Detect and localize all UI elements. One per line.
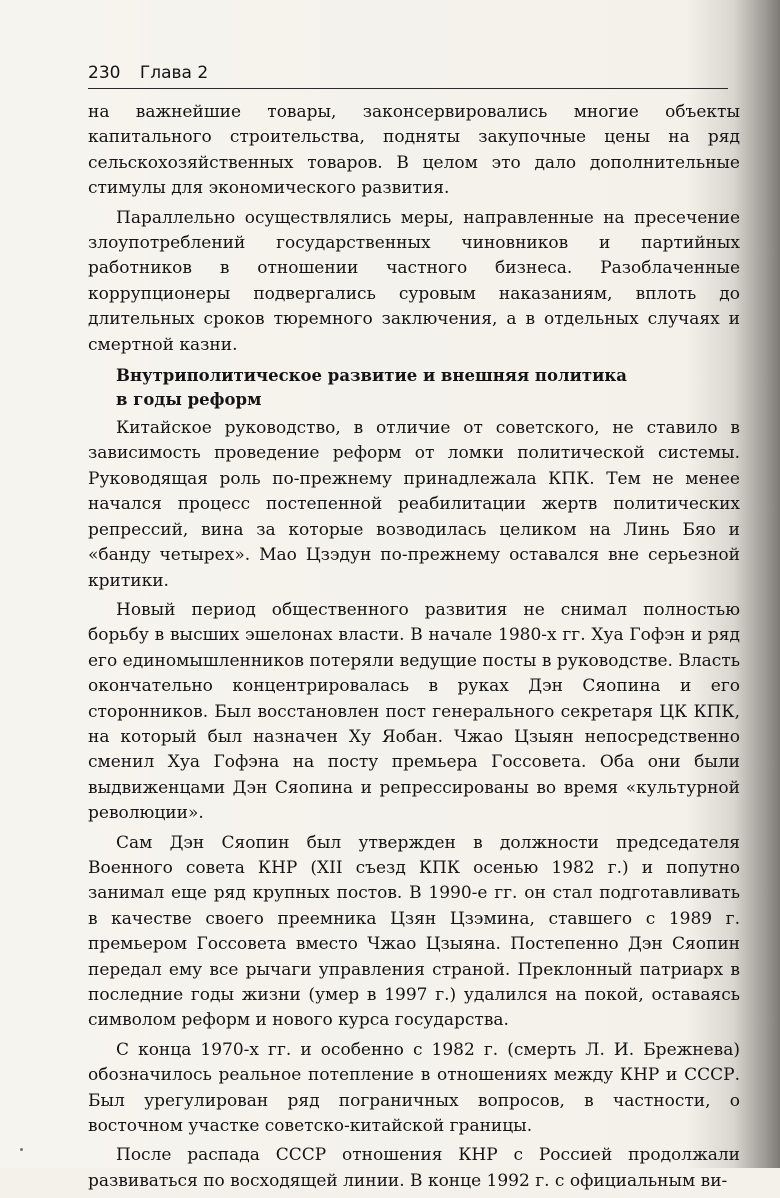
paragraph: С конца 1970-х гг. и особенно с 1982 г. (смерть Л. И. Брежнева) обозначилось реальное потепление в отношениях между КНР и СССР. Был урегулирован ряд пограничных вопросов, в частности, о восточном участке советско-китайской границы. xyxy=(88,1039,740,1137)
chapter-title: Глава 2 xyxy=(139,63,209,83)
paragraph: на важнейшие товары, законсервировались многие объекты капитального строительства, подняты закупочные цены на ряд сельскохозяйственных товаров. В целом это дало дополнительные стимулы для экономического развития. xyxy=(88,102,740,199)
running-header xyxy=(88,60,728,89)
paragraph: Параллельно осуществлялись меры, направленные на пресечение злоупотреблений государственных чиновников и партийных работников в отношении частного бизнеса. Разоблаченные коррупционеры подвергались суровым наказаниям, вплоть до длительных сроков тюремного заключения, а в отдельных случаях и смертной казни. xyxy=(88,207,740,355)
section-heading: Внутриполитическое развитие и внешняя политика в годы реформ xyxy=(116,366,627,410)
page-body xyxy=(88,100,740,1198)
paragraph: Китайское руководство, в отличие от советского, не ставило в зависимость проведение реформ от ломки политической системы. Руководящая роль по-прежнему принадлежала КПК. Тем не менее начался процесс постепенной реабилитации жертв политических репрессий, вина за которые возводилась целиком на Линь Бяо и «банду четырех». Мао Цзэдун по-прежнему оставался вне серьезной критики. xyxy=(88,418,740,591)
scan-speck xyxy=(20,1148,23,1151)
paragraph: После распада СССР отношения КНР с Россией продолжали развиваться по восходящей линии. В конце 1992 г. с официальным ви- xyxy=(88,1145,740,1191)
page-number: 230 xyxy=(88,63,121,83)
paragraph: Новый период общественного развития не снимал полностью борьбу в высших эшелонах власти. В начале 1980-х гг. Хуа Гофэн и ряд его единомышленников потеряли ведущие посты в руководстве. Власть окончательно концентрировалась в руках Дэн Сяопина и его сторонников. Был восстановлен пост генерального секретаря ЦК КПК, на который был назначен Ху Яобан. Чжао Цзыян непосредственно сменил Хуа Гофэна на посту премьера Госсовета. Оба они были выдвиженцами Дэн Сяопина и репрессированы во время «культурной революции». xyxy=(88,599,740,824)
paragraph: Сам Дэн Сяопин был утвержден в должности председателя Военного совета КНР (XII съезд КПК осенью 1982 г.) и попутно занимал еще ряд крупных постов. В 1990-е гг. он стал подготавливать в качестве своего преемника Цзян Цзэмина, ставшего с 1989 г. премьером Госсовета вместо Чжао Цзыяна. Постепенно Дэн Сяопин передал ему все рычаги управления страной. Преклонный патриарх в последние годы жизни (умер в 1997 г.) удалился на покой, оставаясь символом реформ и нового курса государства. xyxy=(88,832,740,1031)
